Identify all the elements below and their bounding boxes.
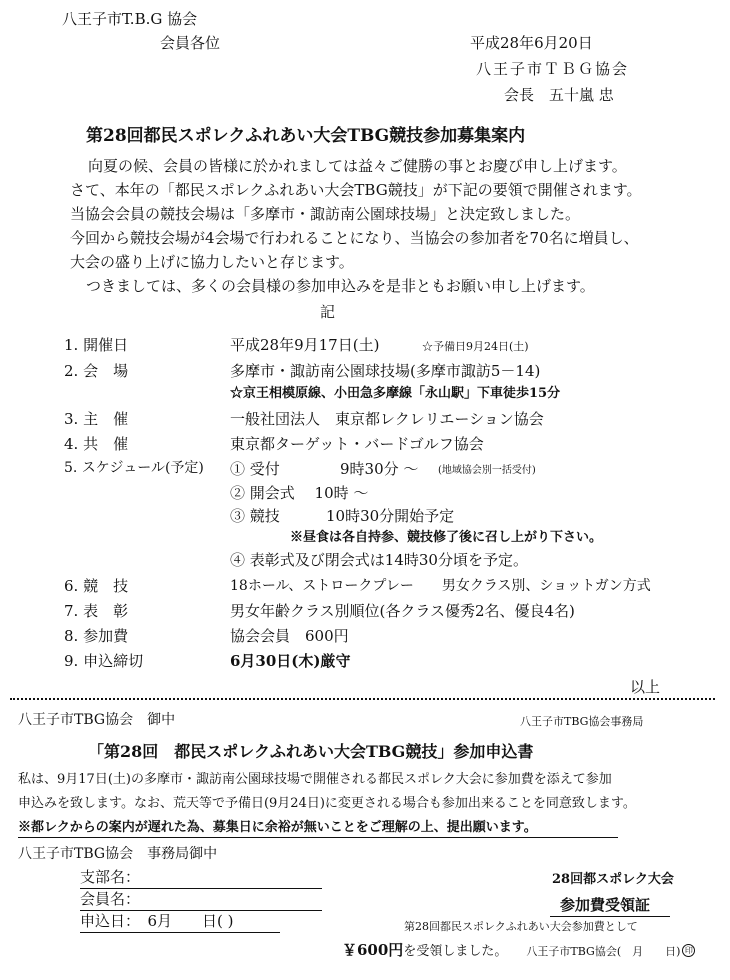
cut-line	[10, 698, 715, 700]
item-fee-label: 8. 参加費	[64, 627, 129, 645]
notice-title: 第28回都民スポレクふれあい大会TBG競技参加募集案内	[86, 126, 526, 146]
item-deadline-value: 6月30日(木)厳守	[230, 652, 351, 670]
form-body-line: 申込みを致します。なお、荒天等で予備日(9月24日)に変更される場合も参加出来ることを同意致します。	[18, 796, 636, 811]
item-venue-access: ☆京王相模原線、小田急多摩線「永山駅」下車徒歩15分	[230, 386, 561, 401]
end-mark: 以上	[630, 678, 661, 696]
president: 会長 五十嵐 忠	[504, 86, 614, 104]
receipt-amount: ￥600円	[342, 941, 404, 959]
receipt-title-underline	[550, 916, 670, 917]
receipt-description: 第28回都民スポレクふれあい大会参加費として	[404, 920, 638, 933]
notice-line: 向夏の候、会員の皆様に於かれましては益々ご健勝の事とお慶び申し上げます。	[88, 157, 627, 175]
notice-line: さて、本年の「都民スポレクふれあい大会TBG競技」が下記の要領で開催されます。	[70, 181, 642, 199]
form-office: 八王子市TBG協会事務局	[520, 715, 644, 728]
form-to-org: 八王子市TBG協会 御中	[18, 712, 176, 728]
issue-date: 平成28年6月20日	[470, 34, 593, 52]
item-cohost-label: 4. 共 催	[64, 435, 129, 453]
form-title: 「第28回 都民スポレクふれあい大会TBG競技」参加申込書	[88, 742, 534, 761]
addressee: 会員各位	[160, 34, 221, 52]
receipt-event: 28回都スポレク大会	[552, 872, 674, 887]
item-venue-label: 2. 会 場	[64, 362, 129, 380]
item-host-value: 一般社団法人 東京都レクレリエーション協会	[230, 410, 544, 428]
item-date-reserve: ☆予備日9月24日(土)	[422, 340, 529, 353]
member-input-line[interactable]	[80, 910, 322, 911]
branch-label: 支部名：	[80, 868, 141, 886]
receipt-issuer: 八王子市TBG協会( 月 日)	[526, 945, 681, 958]
branch-input-line[interactable]	[80, 888, 322, 889]
seal-icon: 印	[682, 944, 695, 957]
form-note: ※都レクからの案内が遅れた為、募集日に余裕が無いことをご理解の上、提出願います。	[18, 820, 537, 835]
lunch-note: ※昼食は各自持参、競技修了後に召し上がり下さい。	[290, 530, 603, 545]
notice-line: つきましては、多くの会員様の参加申込みを是非ともお願い申し上げます。	[86, 277, 595, 295]
item-award-value: 男女年齢クラス別順位(各クラス優秀2名、優良4名)	[230, 602, 575, 620]
apply-date-label: 申込日： 6月 日( )	[80, 912, 234, 930]
schedule-closing: ④ 表彰式及び閉会式は14時30分頃を予定。	[230, 551, 528, 569]
item-award-label: 7. 表 彰	[64, 602, 129, 620]
from-org: 八王子市ＴＢＧ協会	[476, 60, 630, 78]
item-date-label: 1. 開催日	[64, 336, 129, 354]
item-cohost-value: 東京都ターゲット・バードゴルフ協会	[230, 435, 484, 453]
notice-line: 大会の盛り上げに協力したいと存じます。	[70, 253, 354, 271]
schedule-opening: ② 開会式 10時 ～	[230, 484, 369, 502]
member-label: 会員名：	[80, 890, 141, 908]
schedule-reception-note: (地域協会別一括受付)	[438, 465, 536, 476]
schedule-reception-time: 9時30分 ～	[340, 460, 419, 478]
sender-org: 八王子市T.B.G 協会	[62, 10, 198, 28]
item-schedule-label: 5. スケジュール(予定)	[64, 460, 204, 476]
item-host-label: 3. 主 催	[64, 410, 129, 428]
schedule-competition: ③ 競技	[230, 507, 280, 525]
item-competition-label: 6. 競 技	[64, 577, 129, 595]
item-venue-value: 多摩市・諏訪南公園球技場(多摩市諏訪5－14)	[230, 362, 541, 380]
receipt-line	[342, 940, 695, 960]
item-deadline-label: 9. 申込締切	[64, 652, 144, 670]
item-fee-value: 協会会員 600円	[230, 627, 349, 645]
form-office-to: 八王子市TBG協会 事務局御中	[18, 846, 218, 862]
schedule-competition-time: 10時30分開始予定	[326, 507, 455, 525]
form-note-underline	[18, 837, 618, 838]
schedule-reception: ① 受付	[230, 460, 280, 478]
form-body-line: 私は、9月17日(土)の多摩市・諏訪南公園球技場で開催される都民スポレク大会に参加費を添えて参加	[18, 772, 612, 787]
receipt-title: 参加費受領証	[560, 896, 651, 914]
item-date-value: 平成28年9月17日(土)	[230, 336, 380, 354]
ki-mark: 記	[320, 303, 336, 321]
apply-date-line[interactable]	[80, 932, 280, 933]
notice-line: 今回から競技会場が4会場で行われることになり、当協会の参加者を70名に増員し、	[70, 229, 639, 247]
item-competition-value: 18ホール、ストロークプレー 男女クラス別、ショットガン方式	[230, 578, 651, 594]
receipt-received: を受領しました。	[403, 944, 508, 959]
notice-line: 当協会会員の競技会場は「多摩市・諏訪南公園球技場」と決定致しました。	[70, 205, 581, 223]
